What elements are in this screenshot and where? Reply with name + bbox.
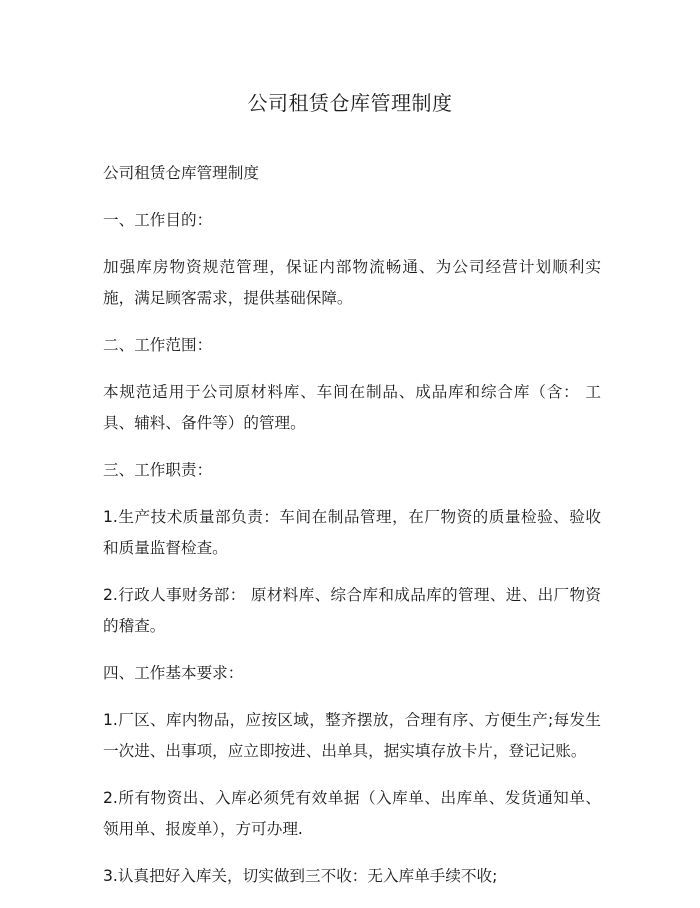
paragraph-requirement-3: 3.认真把好入库关，切实做到三不收：无入库单手续不收; [103,867,498,885]
paragraph-requirement-2: 2.所有物资出、入库必须凭有效单据（入库单、出库单、发货通知单、领用单、报废单），方可办理. [103,789,601,838]
paragraph-duty-2: 2.行政人事财务部： 原材料库、综合库和成品库的管理、进、出厂物资的稽查。 [103,586,601,635]
document-body [103,158,601,908]
section-heading-purpose: 一、工作目的： [103,211,213,229]
paragraph-requirement-1: 1.厂区、库内物品，应按区域，整齐摆放，合理有序、方便生产;每发生一次进、出事项，应立即按进、出单具，据实填存放卡片，登记记账。 [103,711,601,760]
section-heading-duties: 三、工作职责： [103,461,213,479]
section-heading-requirements: 四、工作基本要求： [103,664,244,682]
section-heading-scope: 二、工作范围： [103,336,213,354]
paragraph-subtitle: 公司租赁仓库管理制度 [103,164,259,182]
paragraph-duty-1: 1.生产技术质量部负责：车间在制品管理，在厂物资的质量检验、验收和质量监督检查。 [103,508,601,557]
paragraph-purpose: 加强库房物资规范管理，保证内部物流畅通、为公司经营计划顺利实施，满足顾客需求，提供基础保障。 [103,258,601,307]
paragraph-scope: 本规范适用于公司原材料库、车间在制品、成品库和综合库（含： 工具、辅料、备件等）的管理。 [103,383,601,432]
document-title: 公司租赁仓库管理制度 [247,91,453,115]
